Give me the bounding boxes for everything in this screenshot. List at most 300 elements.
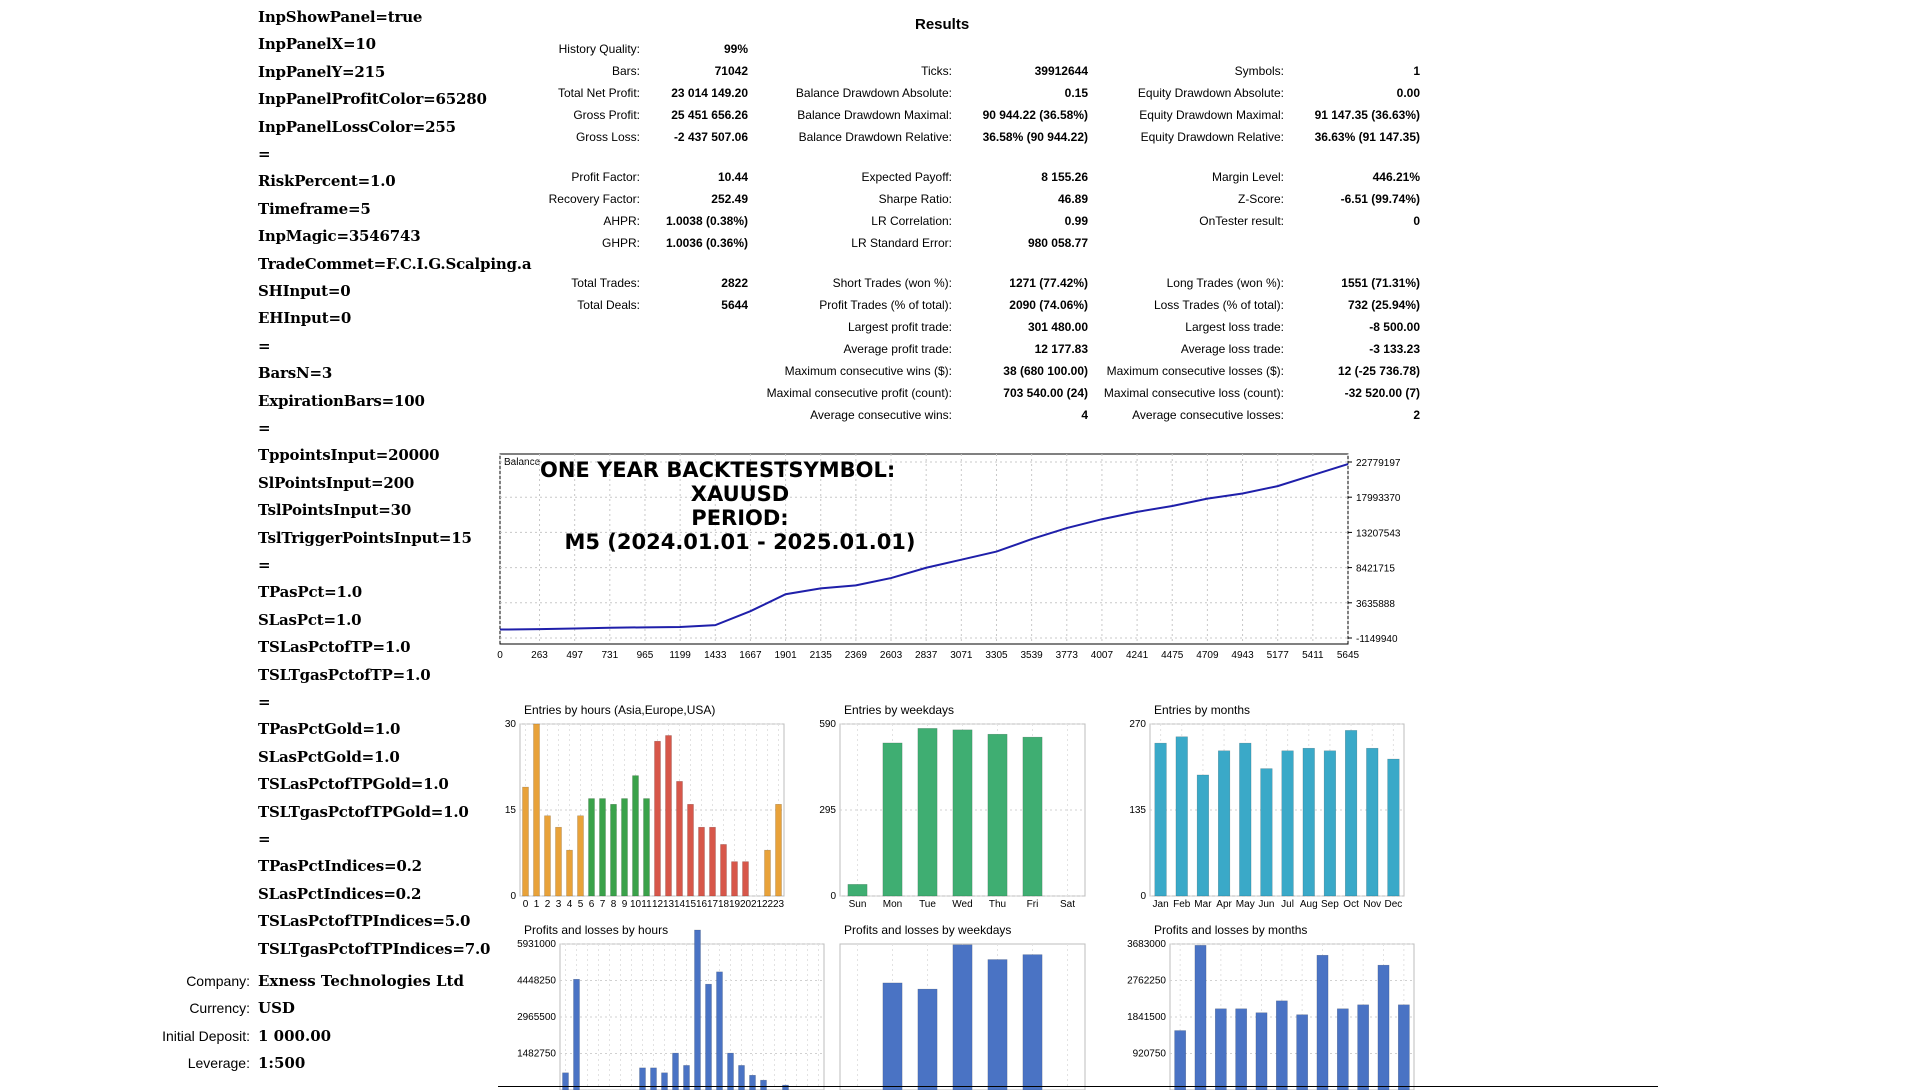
chart-bar: [1218, 751, 1230, 896]
result-label: Ticks:: [921, 64, 952, 78]
parameter-line: TSLTgasPctofTP=1.0: [258, 665, 431, 684]
account-label: Leverage:: [187, 1055, 250, 1072]
chart-y-tick: 2965500: [517, 1012, 556, 1023]
chart-bar: [1358, 1005, 1369, 1090]
chart-x-tick: Jul: [1281, 899, 1294, 910]
result-label: Balance Drawdown Relative:: [798, 130, 952, 144]
balance-x-tick: 263: [531, 650, 548, 661]
balance-x-tick: 2369: [844, 650, 867, 661]
result-value: -3 133.23: [1369, 342, 1420, 356]
profits-by-months-chart: [1090, 920, 1420, 1090]
chart-x-tick: Nov: [1363, 899, 1382, 910]
balance-x-tick: 3071: [950, 650, 973, 661]
chart-bar: [720, 844, 726, 896]
parameter-line: TslPointsInput=30: [258, 501, 412, 520]
chart-y-tick: 590: [819, 719, 836, 730]
chart-y-tick: 4448250: [517, 975, 556, 987]
result-label: Balance Drawdown Absolute:: [795, 86, 952, 100]
chart-x-tick: Fri: [1026, 899, 1039, 910]
account-value: Exness Technologies Ltd: [258, 972, 464, 990]
result-value: 99%: [723, 42, 748, 56]
parameter-line: SHInput=0: [258, 282, 351, 300]
chart-x-tick: 14: [673, 899, 686, 910]
result-label: History Quality:: [558, 42, 640, 56]
parameter-line: InpPanelY=215: [258, 62, 386, 81]
parameter-line: =: [258, 830, 271, 848]
parameter-line: SLasPctGold=1.0: [258, 747, 400, 766]
chart-x-tick: 2: [544, 899, 551, 910]
chart-bar: [610, 804, 616, 896]
chart-title: Entries by weekdays: [844, 703, 955, 717]
chart-x-tick: Thu: [988, 899, 1007, 910]
parameter-line: =: [258, 419, 271, 437]
parameter-line: =: [258, 556, 271, 574]
chart-y-tick: 295: [819, 805, 836, 816]
chart-bar: [588, 799, 594, 896]
parameter-line: InpPanelProfitColor=65280: [258, 90, 487, 109]
result-label: Z-Score:: [1237, 192, 1284, 206]
result-value: 2822: [721, 276, 748, 290]
balance-x-tick: 731: [601, 650, 619, 661]
balance-x-tick: 2603: [879, 650, 903, 661]
chart-bar: [522, 787, 528, 896]
parameter-line: TSLTgasPctofTPGold=1.0: [258, 802, 469, 821]
parameter-line: TPasPctIndices=0.2: [258, 857, 422, 876]
result-value: 446.21%: [1372, 170, 1420, 184]
overlay-line-2: XAUUSD: [690, 482, 790, 506]
balance-x-tick: 1667: [739, 650, 762, 661]
overlay-line-4: M5 (2024.01.01 - 2025.01.01): [564, 530, 916, 554]
result-label: Equity Drawdown Absolute:: [1137, 86, 1284, 100]
result-value: 12 (-25 736.78): [1337, 364, 1420, 378]
chart-x-tick: 19: [728, 899, 741, 910]
balance-x-tick: 4475: [1161, 650, 1184, 661]
balance-y-tick: 3635888: [1356, 598, 1395, 610]
chart-bar: [632, 776, 638, 896]
chart-x-tick: 6: [588, 899, 595, 910]
chart-bar: [573, 979, 579, 1090]
parameter-line: Timeframe=5: [258, 199, 371, 218]
chart-bar: [1398, 1005, 1409, 1090]
account-value: 1:500: [258, 1054, 306, 1073]
result-label: LR Correlation:: [871, 214, 952, 228]
result-value: -32 520.00 (7): [1344, 386, 1420, 400]
chart-bar: [687, 804, 693, 896]
result-label: Balance Drawdown Maximal:: [797, 108, 952, 122]
balance-x-tick: 1901: [774, 650, 797, 661]
chart-bar: [1276, 1001, 1287, 1090]
balance-x-tick: 4943: [1231, 650, 1254, 661]
result-value: 25 451 656.26: [671, 108, 748, 122]
chart-y-tick: 0: [510, 891, 516, 902]
chart-bar: [562, 1073, 568, 1090]
chart-bar: [988, 734, 1007, 896]
chart-bar: [1256, 1013, 1267, 1090]
balance-x-tick: 0: [497, 650, 503, 661]
parameter-line: =: [258, 693, 271, 711]
chart-bar: [694, 930, 700, 1090]
profits-by-weekdays-chart: [800, 920, 1090, 1090]
parameter-line: =: [258, 336, 271, 355]
parameter-line: InpShowPanel=true: [258, 8, 423, 26]
result-value: 703 540.00 (24): [1003, 386, 1088, 400]
chart-bar: [661, 1073, 667, 1090]
chart-title: Profits and losses by hours: [524, 923, 669, 937]
entries-by-weekdays-chart: [800, 700, 1090, 910]
chart-x-tick: 12: [651, 899, 664, 910]
result-label: Margin Level:: [1211, 170, 1284, 184]
chart-bar: [676, 781, 682, 896]
result-value: 0: [1413, 214, 1420, 228]
result-value: 36.58% (90 944.22): [982, 130, 1088, 144]
chart-bar: [1195, 945, 1206, 1090]
account-label: Company:: [186, 973, 250, 989]
chart-bar: [533, 724, 539, 896]
chart-x-tick: Mon: [882, 899, 903, 910]
chart-bar: [1155, 743, 1167, 896]
result-label: Expected Payoff:: [861, 170, 952, 184]
chart-y-tick: 2762250: [1127, 975, 1166, 987]
balance-x-tick: 3773: [1055, 650, 1078, 661]
result-label: Maximum consecutive losses ($):: [1106, 364, 1284, 378]
chart-bar: [716, 972, 722, 1090]
chart-y-tick: 0: [1140, 891, 1146, 902]
chart-x-tick: Jan: [1152, 899, 1169, 910]
chart-y-tick: 1841500: [1127, 1012, 1166, 1023]
chart-x-tick: Tue: [919, 899, 936, 910]
chart-x-tick: 3: [555, 899, 562, 910]
chart-x-tick: 1: [533, 899, 540, 910]
result-value: 1271 (77.42%): [1009, 276, 1088, 290]
chart-title: Entries by hours (Asia,Europe,USA): [524, 703, 716, 717]
chart-bar: [1337, 1009, 1348, 1090]
overlay-line-3: PERIOD:: [691, 506, 789, 530]
result-value: 12 177.83: [1034, 342, 1088, 356]
result-value: 5644: [721, 298, 748, 312]
result-label: Equity Drawdown Maximal:: [1139, 108, 1284, 122]
chart-bar: [1197, 775, 1209, 896]
chart-bar: [566, 850, 572, 896]
parameter-line: SLasPctIndices=0.2: [258, 884, 422, 903]
chart-title: Profits and losses by months: [1154, 923, 1308, 937]
account-value: USD: [258, 999, 295, 1018]
chart-x-tick: 16: [695, 899, 708, 910]
parameter-line: RiskPercent=1.0: [258, 172, 396, 191]
chart-bar: [665, 735, 671, 896]
chart-x-tick: 4: [566, 899, 573, 910]
chart-bar: [621, 799, 627, 896]
chart-bar: [918, 989, 937, 1090]
chart-y-tick: 920750: [1132, 1048, 1166, 1060]
chart-x-tick: 23: [772, 899, 785, 910]
result-value: 1551 (71.31%): [1341, 276, 1420, 290]
result-label: Bars:: [611, 64, 640, 78]
chart-bar: [1236, 1009, 1247, 1090]
parameter-line: InpPanelX=10: [258, 35, 376, 54]
parameter-line: TradeCommet=F.C.I.G.Scalping.a: [258, 254, 532, 273]
chart-bar: [727, 1053, 733, 1090]
chart-x-tick: Feb: [1173, 899, 1191, 910]
result-value: 71042: [714, 64, 748, 78]
chart-x-tick: 7: [599, 899, 606, 910]
chart-bar: [749, 1075, 755, 1090]
result-value: 2090 (74.06%): [1009, 298, 1088, 312]
parameter-line: TSLasPctofTPGold=1.0: [258, 775, 449, 794]
chart-x-tick: 20: [739, 899, 752, 910]
result-value: 1.0036 (0.36%): [665, 236, 748, 250]
result-value: 980 058.77: [1027, 236, 1088, 250]
balance-x-tick: 2837: [915, 650, 938, 661]
chart-bar: [1297, 1015, 1308, 1090]
result-value: 46.89: [1057, 192, 1088, 206]
result-label: OnTester result:: [1199, 214, 1284, 228]
balance-y-tick: 17993370: [1356, 493, 1401, 505]
result-value: -6.51 (99.74%): [1340, 192, 1420, 206]
result-label: Average consecutive losses:: [1132, 408, 1284, 422]
chart-x-tick: 9: [621, 899, 628, 910]
result-value: 38 (680 100.00): [1003, 364, 1088, 378]
result-value: 0.99: [1064, 214, 1088, 228]
chart-bar: [1317, 955, 1328, 1090]
entries-by-hours-chart: [490, 700, 790, 910]
balance-x-tick: 5411: [1302, 650, 1324, 661]
result-label: Symbols:: [1234, 64, 1284, 78]
result-value: 2: [1413, 408, 1420, 422]
chart-x-tick: 17: [706, 899, 719, 910]
balance-y-tick: 8421715: [1356, 563, 1395, 575]
chart-bar: [848, 884, 867, 896]
balance-x-tick: 4709: [1196, 650, 1219, 661]
chart-y-tick: 30: [504, 719, 516, 730]
result-value: 23 014 149.20: [671, 86, 748, 100]
balance-x-tick: 1199: [669, 650, 691, 661]
chart-bar: [1239, 743, 1251, 896]
parameter-line: =: [258, 145, 271, 163]
chart-bar: [883, 743, 902, 896]
chart-x-tick: Aug: [1299, 899, 1318, 910]
balance-x-tick: 497: [566, 650, 584, 661]
result-label: Long Trades (won %):: [1166, 276, 1284, 290]
chart-bar: [643, 799, 649, 896]
result-label: AHPR:: [603, 214, 640, 228]
account-value: 1 000.00: [258, 1026, 332, 1045]
balance-y-tick: -1149940: [1356, 634, 1398, 645]
chart-bar: [705, 984, 711, 1090]
result-value: -8 500.00: [1369, 320, 1420, 334]
chart-x-tick: 8: [610, 899, 617, 910]
chart-bar: [883, 983, 902, 1090]
result-value: -2 437 507.06: [673, 130, 748, 144]
result-label: Average loss trade:: [1180, 342, 1284, 356]
chart-x-tick: Wed: [952, 899, 973, 910]
parameter-line: SLasPct=1.0: [258, 610, 362, 629]
chart-y-tick: 15: [504, 805, 516, 816]
parameter-line: TSLasPctofTP=1.0: [258, 638, 411, 657]
chart-x-tick: Sep: [1321, 899, 1339, 910]
parameter-line: ExpirationBars=100: [258, 391, 425, 410]
chart-bar: [775, 804, 781, 896]
chart-bar: [731, 862, 737, 896]
chart-x-tick: Apr: [1216, 899, 1232, 910]
chart-bar: [953, 730, 972, 896]
result-value: 0.00: [1396, 86, 1420, 100]
chart-y-tick: 0: [830, 891, 836, 902]
result-label: Total Net Profit:: [557, 86, 640, 100]
balance-y-tick: 13207543: [1356, 528, 1401, 540]
chart-y-tick: 270: [1129, 719, 1146, 730]
parameter-line: TppointsInput=20000: [258, 446, 440, 465]
parameter-line: TPasPctGold=1.0: [258, 720, 401, 739]
result-label: Maximal consecutive loss (count):: [1103, 386, 1284, 400]
chart-x-tick: 5: [577, 899, 584, 910]
parameter-line: SlPointsInput=200: [258, 473, 415, 492]
balance-x-tick: 3539: [1020, 650, 1043, 661]
chart-bar: [599, 799, 605, 896]
result-label: Recovery Factor:: [548, 192, 640, 206]
chart-bar: [577, 816, 583, 896]
chart-bar: [672, 1053, 678, 1090]
chart-x-tick: 0: [522, 899, 529, 910]
balance-x-tick: 1433: [704, 650, 727, 661]
chart-x-tick: 11: [641, 899, 652, 910]
chart-bar: [1023, 737, 1042, 896]
chart-bar: [1303, 748, 1315, 896]
balance-x-tick: 965: [636, 650, 654, 661]
result-value: 10.44: [717, 170, 748, 184]
chart-x-tick: May: [1235, 899, 1255, 910]
result-label: Loss Trades (% of total):: [1153, 298, 1284, 312]
result-value: 732 (25.94%): [1347, 298, 1420, 312]
chart-bar: [1261, 769, 1273, 896]
parameter-line: InpMagic=3546743: [258, 227, 421, 246]
chart-x-tick: Mar: [1194, 899, 1212, 910]
chart-bar: [918, 728, 937, 896]
result-value: 8 155.26: [1041, 170, 1088, 184]
parameter-line: InpPanelLossColor=255: [258, 117, 456, 136]
account-label: Initial Deposit:: [162, 1027, 250, 1044]
result-value: 90 944.22 (36.58%): [982, 108, 1088, 122]
chart-bar: [544, 816, 550, 896]
result-value: 301 480.00: [1027, 320, 1088, 334]
chart-x-tick: Sat: [1059, 899, 1076, 910]
overlay-line-1: ONE YEAR BACKTESTSYMBOL:: [540, 458, 896, 482]
bottom-divider: [498, 1086, 1658, 1087]
chart-y-tick: 5931000: [517, 939, 556, 950]
chart-title: Profits and losses by weekdays: [844, 923, 1012, 937]
result-label: Gross Loss:: [575, 130, 640, 144]
chart-bar: [1366, 748, 1378, 896]
chart-bar: [698, 827, 704, 896]
profits-by-hours-chart: [490, 920, 830, 1090]
result-label: Gross Profit:: [573, 108, 640, 122]
chart-bar: [654, 741, 660, 896]
parameter-line: BarsN=3: [258, 364, 333, 383]
parameter-line: TslTriggerPointsInput=15: [258, 528, 472, 547]
result-label: Total Trades:: [571, 276, 640, 290]
chart-bar: [1215, 1009, 1226, 1090]
balance-x-tick: 5177: [1266, 650, 1289, 661]
balance-x-tick: 3305: [985, 650, 1008, 661]
parameter-line: TSLasPctofTPIndices=5.0: [258, 912, 471, 931]
chart-y-tick: 3683000: [1127, 939, 1166, 950]
chart-x-tick: Sun: [848, 899, 867, 910]
result-label: Sharpe Ratio:: [878, 192, 952, 206]
chart-bar: [709, 827, 715, 896]
balance-label: Balance: [504, 457, 541, 468]
balance-x-tick: 5645: [1336, 650, 1360, 661]
chart-x-tick: 13: [662, 899, 675, 910]
chart-x-tick: 21: [750, 899, 763, 910]
chart-bar: [1345, 730, 1357, 896]
chart-bar: [1388, 759, 1400, 896]
result-label: Average profit trade:: [843, 342, 952, 356]
result-label: Largest profit trade:: [847, 320, 952, 334]
result-value: 252.49: [711, 192, 748, 206]
chart-bar: [1324, 751, 1336, 896]
chart-bar: [1282, 751, 1294, 896]
result-label: Maximum consecutive wins ($):: [784, 364, 952, 378]
chart-x-tick: 18: [717, 899, 730, 910]
chart-bar: [555, 827, 561, 896]
results-title: Results: [915, 16, 970, 33]
chart-y-tick: 1482750: [517, 1048, 556, 1060]
chart-bar: [1176, 737, 1188, 896]
result-label: Profit Factor:: [571, 170, 640, 184]
result-value: 1: [1413, 64, 1420, 78]
parameter-line: TSLTgasPctofTPIndices=7.0: [258, 939, 491, 958]
parameter-line: TPasPct=1.0: [258, 583, 363, 602]
chart-bar: [1023, 955, 1042, 1090]
chart-x-tick: Jun: [1258, 899, 1275, 910]
account-label: Currency:: [189, 1000, 250, 1017]
chart-bar: [764, 850, 770, 896]
chart-bar: [988, 960, 1007, 1090]
chart-x-tick: 22: [761, 899, 774, 910]
result-label: Profit Trades (% of total):: [819, 298, 952, 312]
result-label: GHPR:: [601, 236, 640, 250]
chart-x-tick: 15: [684, 899, 697, 910]
result-value: 4: [1081, 408, 1088, 422]
chart-title: Entries by months: [1154, 703, 1251, 717]
chart-bar: [953, 945, 972, 1090]
balance-x-tick: 2135: [809, 650, 832, 661]
result-label: Total Deals:: [577, 298, 640, 312]
balance-x-tick: 4007: [1090, 650, 1114, 661]
parameter-line: EHInput=0: [258, 309, 352, 328]
backtest-overlay-text: [540, 458, 940, 554]
result-value: 36.63% (91 147.35): [1314, 130, 1420, 144]
chart-bar: [1175, 1031, 1186, 1090]
chart-x-tick: 10: [629, 899, 642, 910]
result-value: 0.15: [1064, 86, 1088, 100]
balance-y-tick: 22779197: [1356, 458, 1401, 469]
result-value: 39912644: [1034, 64, 1088, 78]
balance-x-tick: 4241: [1125, 650, 1149, 661]
chart-y-tick: 135: [1129, 805, 1146, 816]
chart-x-tick: Oct: [1343, 899, 1359, 910]
result-label: Maximal consecutive profit (count):: [766, 386, 952, 400]
result-label: Largest loss trade:: [1185, 320, 1284, 334]
result-label: Average consecutive wins:: [810, 408, 952, 422]
chart-bar: [742, 862, 748, 896]
result-value: 1.0038 (0.38%): [665, 214, 748, 228]
result-label: Short Trades (won %):: [832, 276, 952, 290]
entries-by-months-chart: [1110, 700, 1410, 910]
result-value: 91 147.35 (36.63%): [1314, 108, 1420, 122]
result-label: Equity Drawdown Relative:: [1140, 130, 1284, 144]
chart-x-tick: Dec: [1384, 899, 1403, 910]
result-label: LR Standard Error:: [851, 236, 952, 250]
